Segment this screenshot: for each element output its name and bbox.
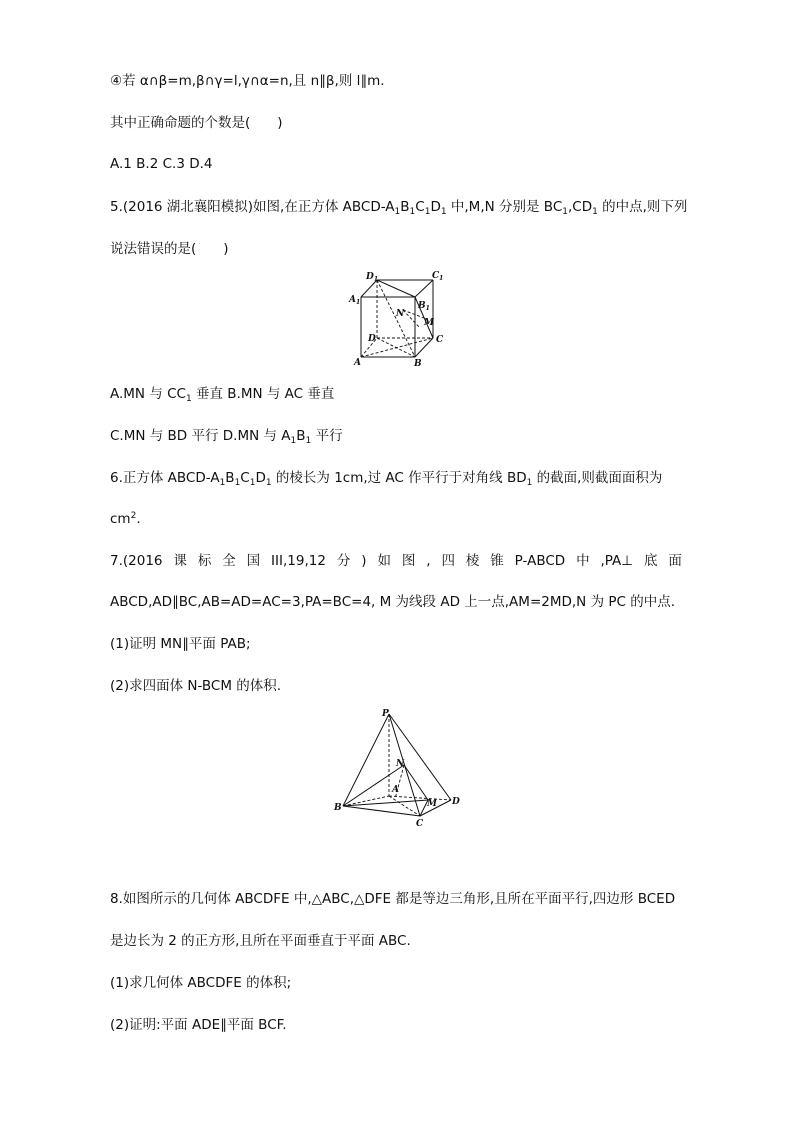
question-5-line-2: 说法错误的是( ) [110, 241, 229, 257]
q7-token: 国 [246, 553, 261, 569]
statement-4: ④若 α∩β=m,β∩γ=l,γ∩α=n,且 n∥β,则 l∥m. [110, 73, 385, 89]
options-5-row-2: C.MN 与 BD 平行 D.MN 与 $A_1B_1$ 平行 [110, 428, 343, 446]
cube-figure [340, 268, 450, 370]
question-6-line-2: $cm^2$. [110, 511, 141, 527]
pyramid-figure [328, 706, 468, 828]
label-C1: $C_1$ [432, 271, 444, 282]
q7-token: 如 [377, 553, 391, 569]
q7-token: ,PA⊥ [600, 553, 634, 569]
label-A: A [392, 785, 399, 795]
label-C: C [436, 335, 444, 345]
q7-token: 图 [401, 553, 416, 569]
q7-token: 全 [222, 553, 236, 569]
q7-token: 锥 [490, 553, 504, 569]
q7-token: 底 [643, 553, 658, 569]
q7-token: 四 [441, 553, 455, 569]
label-N: N [396, 759, 405, 769]
label-D1: $D_1$ [366, 272, 378, 283]
question-6-line-1: 6.正方体 ABCD-$A_1B_1C_1D_1$ 的棱长为 1cm,过 AC 作平行于对角线 $BD_1$ 的截面,则截面面积为 [110, 470, 663, 488]
q7-token: 中 [576, 553, 590, 569]
label-C: C [416, 819, 424, 828]
label-A: A [354, 358, 361, 368]
question-8-part-1: (1)求几何体 ABCDFE 的体积; [110, 975, 292, 991]
label-D: D [368, 334, 376, 344]
label-P: P [382, 709, 389, 719]
question-7-line-1 [110, 552, 682, 570]
label-M: M [427, 799, 437, 809]
q7-token: 7.(2016 [110, 553, 163, 569]
label-B1: $B_1$ [418, 301, 430, 312]
q7-token: 面 [668, 553, 682, 569]
question-prompt: 其中正确命题的个数是( ) [110, 115, 283, 131]
question-8-line-2: 是边长为 2 的正方形,且所在平面垂直于平面 ABC. [110, 933, 411, 949]
options-5-row-1: A.MN 与 $CC_1$ 垂直 B.MN 与 AC 垂直 [110, 386, 335, 404]
label-B: B [334, 803, 342, 813]
answer-options-q4: A.1 B.2 C.3 D.4 [110, 156, 213, 172]
q7-token: , [426, 553, 431, 569]
question-5-line-1: 5.(2016 湖北襄阳模拟)如图,在正方体 ABCD-$A_1B_1C_1D_1$ 中,M,N 分别是 $BC_1,CD_1$ 的中点,则下列 [110, 199, 688, 217]
question-7-part-2: (2)求四面体 N-BCM 的体积. [110, 678, 282, 694]
q7-token: 棱 [465, 553, 480, 569]
label-M: M [424, 318, 434, 328]
label-N: N [396, 309, 405, 319]
q7-token: 分 [336, 553, 351, 569]
label-A1: $A_1$ [349, 295, 361, 306]
q7-token: ) [361, 553, 367, 569]
q7-token: 标 [197, 553, 212, 569]
question-7-line-2: ABCD,AD∥BC,AB=AD=AC=3,PA=BC=4, M 为线段 AD 上一点,AM=2MD,N 为 PC 的中点. [110, 594, 676, 610]
question-8-line-1: 8.如图所示的几何体 ABCDFE 中,△ABC,△DFE 都是等边三角形,且所在平面平行,四边形 BCED [110, 891, 676, 907]
q7-token: P-ABCD [514, 553, 566, 569]
q7-token: III,19,12 [271, 553, 326, 569]
q7-token: 课 [173, 553, 187, 569]
question-8-part-2: (2)证明:平面 ADE∥平面 BCF. [110, 1017, 287, 1033]
question-7-part-1: (1)证明 MN∥平面 PAB; [110, 636, 251, 652]
label-D: D [452, 797, 460, 807]
label-B: B [414, 359, 422, 369]
